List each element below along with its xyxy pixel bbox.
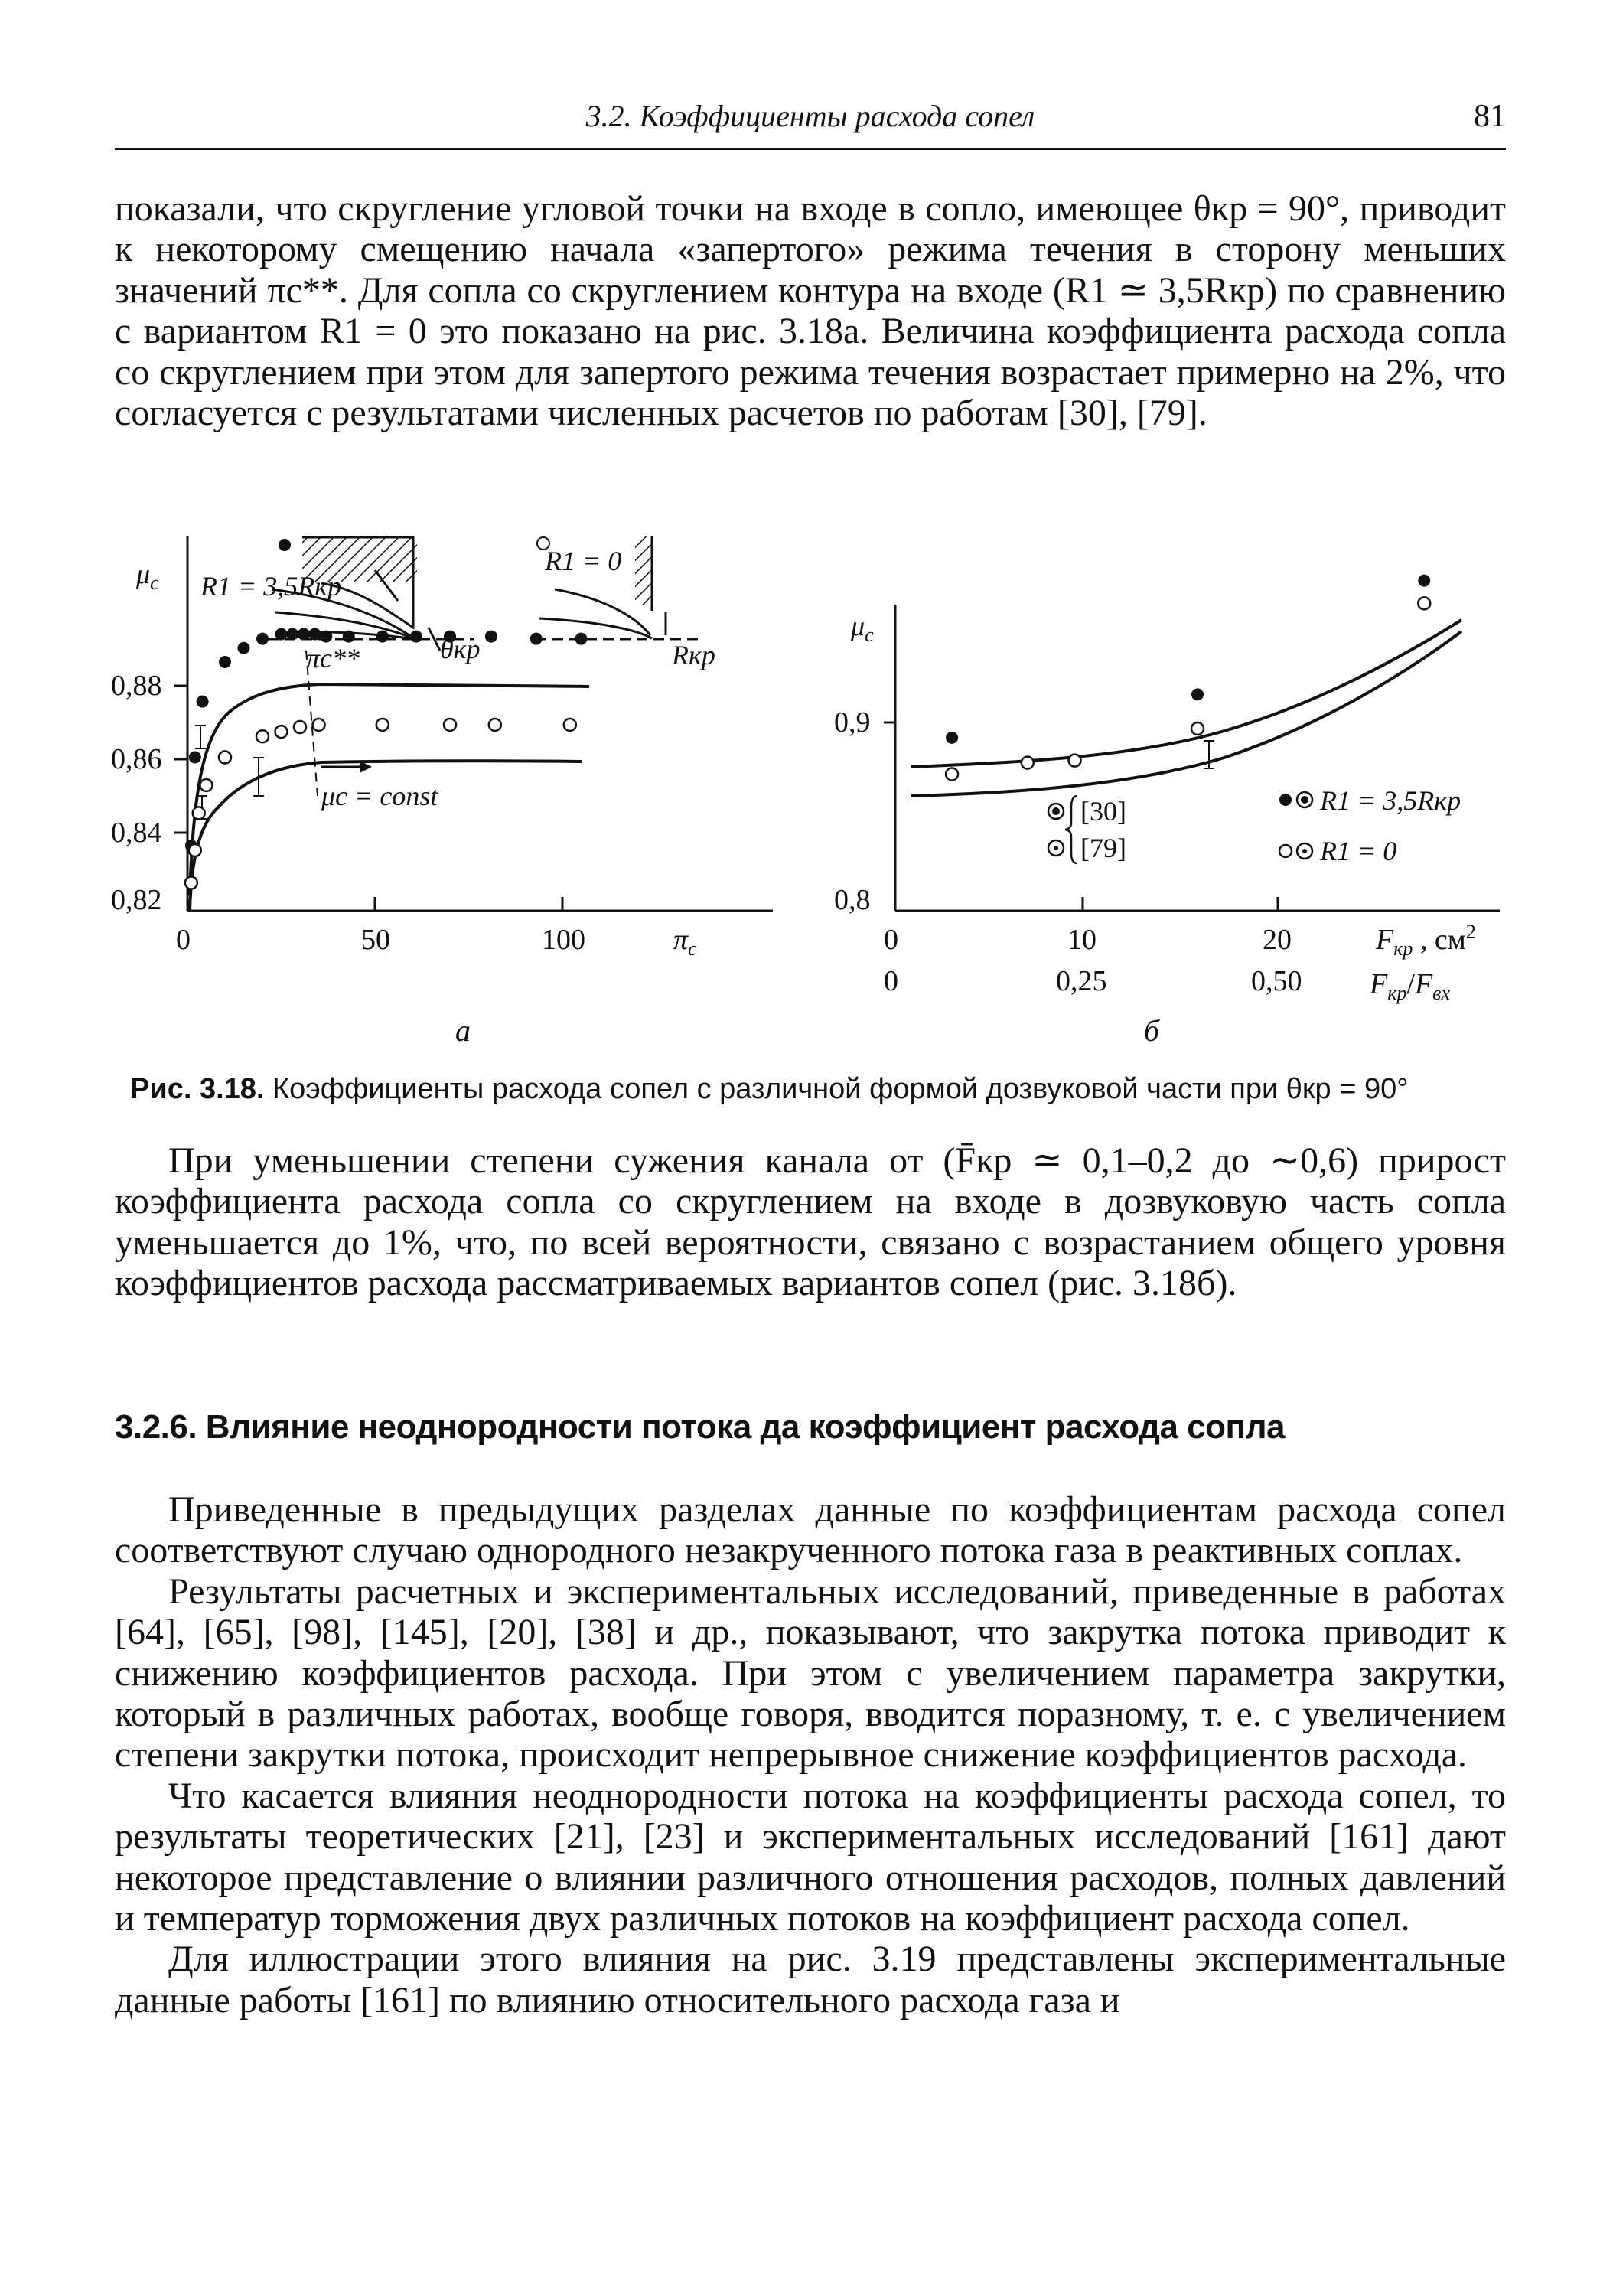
- a-xtick-label-100: 100: [542, 924, 585, 956]
- a-point-s1-3: [200, 779, 213, 791]
- a-point-s1-5: [256, 730, 269, 742]
- a-point-s0-4: [238, 642, 250, 654]
- a-annot-sharp: R1 = 0: [545, 546, 622, 576]
- panel-a: [111, 536, 773, 1048]
- b-annot-ref30: [30]: [1080, 796, 1126, 827]
- b-ytick-label-08: 0,8: [834, 884, 871, 916]
- b-point-s1-0: [946, 768, 958, 781]
- a-point-s1-8: [313, 719, 325, 731]
- b-ref-brace: [1065, 796, 1077, 863]
- b-xtick2-label-025: 0,25: [1056, 965, 1107, 997]
- a-point-s0-15: [485, 631, 497, 643]
- a-annot-const: μc = const: [321, 781, 438, 811]
- b-xtick2-label-050: 0,50: [1251, 965, 1302, 997]
- b-point-s0-2: [1418, 575, 1430, 587]
- b-legend-round: R1 = 3,5Rкр: [1320, 785, 1461, 816]
- a-ticks: [111, 670, 585, 956]
- caption-label: Рис. 3.18.: [130, 1073, 265, 1105]
- paragraph-6: Для иллюстрации этого влияния на рис. 3.19 представлены экспериментальные данные работы [161] по влиянию относительного расхода газа и: [115, 1939, 1506, 2020]
- b-legend-sharp-marker: [1279, 845, 1292, 857]
- b-ref30-marker-center: [1052, 807, 1060, 815]
- a-x-label: $\pi_c$: [673, 924, 697, 960]
- panel-a-label: а: [455, 1013, 471, 1048]
- b-series-legend: [1279, 785, 1461, 866]
- page-number: 81: [1474, 99, 1506, 134]
- text-block-bottom: [115, 1489, 1506, 2020]
- b-annot-ref79: [79]: [1080, 833, 1126, 863]
- b-xtick-label-10: 10: [1067, 924, 1097, 956]
- a-sketch-sharp-hatch: [635, 536, 652, 605]
- a-point-s1-9: [376, 719, 389, 731]
- a-point-s1-10: [444, 719, 456, 731]
- paragraph-1: показали, что скругление угловой точки на входе в сопло, имеющее θкр = 90°, приводит к некоторому смещению начала «запертого» режима течения в сторону меньших значений πc**. Для сопла со скруглением контура на входе (R1 ≃ 3,5Rкр) по сравнению с вариантом R1 = 0 это показано на рис. 3.18а. Величина коэффициента расхода сопла со скруглением при этом для запертого режима течения возрастает примерно на 2%, что согласуется с результатами численных расчетов по работам [30], [79].: [115, 188, 1506, 434]
- b-point-s0-1: [1191, 688, 1204, 700]
- a-ytick-label-086: 0,86: [111, 743, 162, 775]
- b-x-label: $F_{кр}$ , $см^2$: [1376, 921, 1476, 960]
- a-error-bars: [195, 726, 264, 819]
- a-annot-round: R1 = 3,5Rкр: [200, 571, 342, 602]
- a-annot-theta: θкр: [440, 634, 481, 664]
- a-ytick-label-082: 0,82: [111, 884, 162, 916]
- a-annot-rkr: Rкр: [672, 640, 715, 670]
- a-annot-pi: πc**: [306, 643, 360, 673]
- a-xtick-label-0: 0: [176, 924, 191, 956]
- b-x-label-2: $F_{кр}/F_{вх}$: [1370, 968, 1450, 1004]
- figure-caption: [130, 1073, 1507, 1106]
- a-point-s1-6: [275, 726, 288, 738]
- a-point-s0-5: [256, 633, 269, 645]
- a-point-s1-7: [294, 721, 306, 733]
- b-legend-round-marker-2-center: [1301, 796, 1308, 804]
- b-legend-sharp: R1 = 0: [1320, 836, 1397, 866]
- b-curve-rounded: [911, 620, 1461, 767]
- panel-b-label: б: [1144, 1013, 1160, 1048]
- paragraph-5: Что касается влияния неоднородности потока на коэффициенты расхода сопел, то результаты теоретических [21], [23] и экспериментальных исследований [161] дают некоторое представление о влиянии различного отношения расходов, полных давлений и температур торможения двух различных потоков на коэффициент расхода сопел.: [115, 1775, 1506, 1939]
- b-ytick-label-09: 0,9: [834, 706, 871, 739]
- a-ytick-label-084: 0,84: [111, 817, 162, 849]
- figure-3-18: [0, 0, 1613, 1071]
- b-ref-legend: [1048, 796, 1126, 863]
- a-point-s1-2: [193, 807, 205, 819]
- section-heading: 3.2.6. Влияние неоднородности потока да коэффициент расхода сопла: [115, 1408, 1286, 1446]
- b-y-label: $\mu_c$: [851, 611, 874, 646]
- a-ytick-label-088: 0,88: [111, 670, 162, 702]
- b-point-s1-3: [1191, 722, 1204, 735]
- b-xtick-label-0: 0: [884, 924, 898, 956]
- a-point-s0-13: [410, 631, 422, 643]
- b-curve-sharp: [911, 631, 1461, 796]
- paragraph-2: При уменьшении степени сужения канала от (F̄кр ≃ 0,1–0,2 до ∼0,6) прирост коэффициента расхода сопла со скруглением на входе в дозвуковую часть сопла уменьшается до 1%, что, по всей вероятности, связано с возрастанием общего уровня коэффициентов расхода рассматриваемых вариантов сопел (рис. 3.18б).: [115, 1140, 1506, 1304]
- a-point-s1-11: [489, 719, 501, 731]
- a-point-s1-4: [219, 752, 231, 764]
- b-point-s0-0: [946, 732, 958, 744]
- b-point-s1-1: [1022, 757, 1034, 769]
- panel-b: [834, 575, 1500, 1048]
- a-point-s1-0: [185, 877, 197, 889]
- running-title: 3.2. Коэффициенты расхода сопел: [585, 99, 1035, 133]
- paragraph-3: Приведенные в предыдущих разделах данные по коэффициентам расхода сопел соответствуют случаю однородного незакрученного потока газа в реактивных соплах.: [115, 1489, 1506, 1571]
- a-y-label: $\mu_c$: [136, 559, 159, 594]
- b-point-s1-2: [1069, 755, 1081, 767]
- b-xtick-label-20: 20: [1263, 924, 1292, 956]
- b-xtick2-label-0: 0: [884, 965, 898, 997]
- b-ref79-marker-center: [1054, 846, 1058, 850]
- a-points: [185, 628, 588, 889]
- b-legend-sharp-marker-2-center: [1302, 849, 1307, 853]
- b-point-s1-4: [1418, 597, 1430, 609]
- a-point-s1-1: [189, 844, 201, 856]
- a-point-s0-1: [189, 752, 201, 764]
- caption-text: Коэффициенты расхода сопел с различной формой дозвуковой части при θкр = 90°: [272, 1073, 1409, 1105]
- a-point-s0-3: [219, 656, 231, 668]
- text-block-middle: [115, 1140, 1506, 1304]
- a-sketch-dot-filled: [279, 539, 291, 551]
- b-legend-round-marker: [1279, 794, 1292, 806]
- a-xtick-label-50: 50: [361, 924, 390, 956]
- a-point-s0-2: [197, 696, 209, 708]
- a-point-s1-12: [564, 719, 576, 731]
- paragraph-4: Результаты расчетных и экспериментальных исследований, приведенные в работах [64], [65], [98], [145], [20], [38] и др., показывают, что закрутка потока приводит к снижению коэффициентов расхода. При этом с увеличением параметра закрутки, который в различных работах, вообще говоря, вводится поразному, т. е. с увеличением степени закрутки потока, происходит непрерывное снижение коэффициентов расхода.: [115, 1570, 1506, 1776]
